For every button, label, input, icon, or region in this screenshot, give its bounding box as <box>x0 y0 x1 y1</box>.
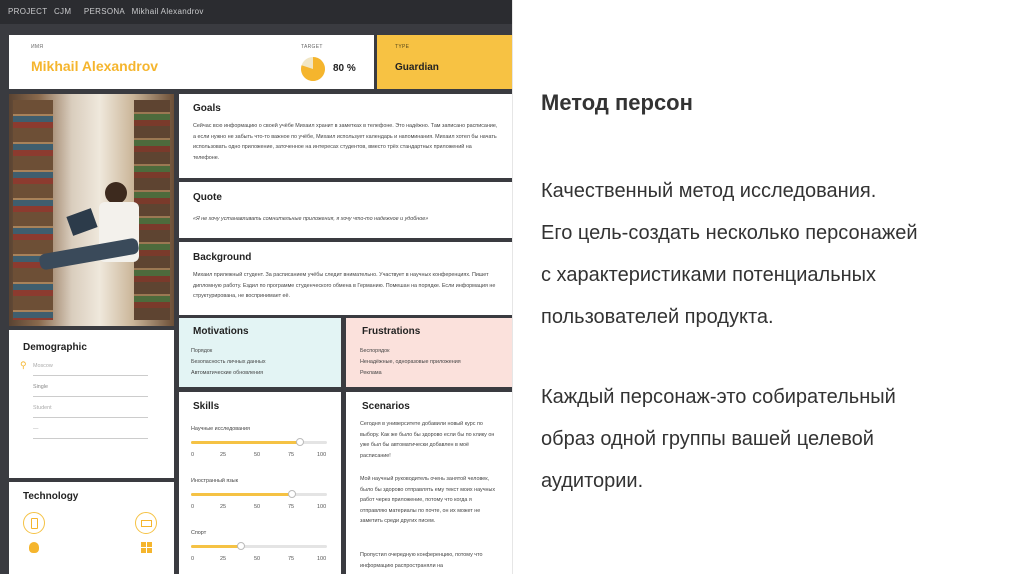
demographic-field: Moscow <box>33 363 53 369</box>
motivations-item: Порядок <box>191 348 213 354</box>
skill-tick-label: 100 <box>317 504 327 510</box>
motivations-title: Motivations <box>193 326 249 337</box>
header-card <box>9 35 374 89</box>
slide-title: Метод персон <box>541 90 693 115</box>
skill-tick-label: 50 <box>254 556 261 562</box>
slide-line: пользователей продукта. <box>541 306 774 328</box>
background-title: Background <box>193 252 252 263</box>
skill-tick-label: 100 <box>317 452 327 458</box>
frustrations-item: Беспорядок <box>360 348 390 354</box>
divider <box>33 417 148 418</box>
skill-tick-label: 75 <box>288 556 295 562</box>
type-value: Guardian <box>395 62 439 73</box>
skill-tick-label: 25 <box>220 504 227 510</box>
scenario-paragraph: Сегодня в университете добавили новый курс по выбору. Как же было бы здорово если бы по клику он уже был бы автоматически добавлен в моё расписание! <box>360 421 495 459</box>
skill-slider-knob[interactable] <box>288 490 296 498</box>
quote-text: «Я не хочу устанавливать сомнительные приложения, я хочу что-то надежное и удобное» <box>193 216 429 222</box>
persona-topbar <box>0 0 512 24</box>
quote-title: Quote <box>193 192 222 203</box>
slide-line: Каждый персонаж-это собирательный <box>541 386 896 408</box>
technology-card <box>9 482 174 574</box>
skill-label: Научные исследования <box>191 426 250 432</box>
scenarios-card <box>346 392 512 574</box>
skill-tick-label: 0 <box>191 556 195 562</box>
topbar-person: Mikhail Alexandrov <box>131 7 204 16</box>
motivations-item: Автоматические обновления <box>191 370 264 376</box>
background-card <box>179 242 512 315</box>
scenario-paragraph: Пропустил очередную конференцию, потому что информацию распространяли на <box>360 552 483 569</box>
skills-card <box>179 392 341 574</box>
scenario-paragraph: Мой научный руководитель очень занятой человек, было бы здорово отправлять ему текст моих научных работ через приложение, потому что когда я отправляю материалы по почте, он их может не заметить среди других писем. <box>360 476 496 524</box>
quote-card <box>179 182 512 238</box>
skill-slider-knob[interactable] <box>296 438 304 446</box>
skill-slider[interactable] <box>191 441 327 444</box>
slide-line: образ одной группы вашей целевой <box>541 428 874 450</box>
goals-title: Goals <box>193 103 221 114</box>
skill-label: Иностранный язык <box>191 478 238 484</box>
skills-title: Skills <box>193 401 220 412</box>
skill-tick-label: 25 <box>220 452 227 458</box>
windows-icon <box>141 542 152 553</box>
target-label: TARGET <box>301 44 323 50</box>
motivations-card <box>179 318 341 387</box>
frustrations-title: Frustrations <box>362 326 421 337</box>
skill-slider-fill <box>191 441 300 444</box>
skill-slider-fill <box>191 545 241 548</box>
slide-text-panel <box>512 0 1024 574</box>
skill-tick-label: 0 <box>191 452 195 458</box>
divider <box>33 438 148 439</box>
topbar-cjm: CJM <box>53 7 72 16</box>
skill-tick-label: 0 <box>191 504 195 510</box>
apple-icon <box>29 542 39 553</box>
target-value: 80 % <box>333 63 356 74</box>
skill-slider-fill <box>191 493 292 496</box>
background-text: Михаил прилежный студент. За расписанием учёбы следит внимательно. Участвует в научных конференциях. Пишет дипломную работу. Ездил по программе студенческого обмена в Германию. Помешан на порядке. Если информация не структурирована, не воспринимает её. <box>193 272 496 299</box>
technology-title: Technology <box>23 491 79 502</box>
goals-text: Сейчас всю информацию о своей учёбе Михаил хранит в заметках в телефоне. Это надёжно. Там записано расписание, а если нужно не забыть что-то важное по учёбе, Михаил использует календарь и напоминания. Михаил хотел бы начать использовать одно приложение, заточенное на интересах студентов, вместо трёх стандартных приложений на телефоне. <box>193 123 498 161</box>
demographic-card <box>9 330 174 478</box>
skill-tick-label: 100 <box>317 556 327 562</box>
skill-slider[interactable] <box>191 545 327 548</box>
skill-tick-label: 25 <box>220 556 227 562</box>
skill-tick-label: 75 <box>288 504 295 510</box>
target-pie-icon <box>299 55 327 83</box>
motivations-item: Безопасность личных данных <box>191 359 266 365</box>
topbar-persona: PERSONA <box>83 7 126 16</box>
frustrations-item: Ненадёжные, одноразовые приложения <box>360 359 461 365</box>
skill-tick-label: 75 <box>288 452 295 458</box>
demographic-title: Demographic <box>23 342 87 353</box>
laptop-icon <box>135 512 157 534</box>
skill-slider-knob[interactable] <box>237 542 245 550</box>
demographic-field: Single <box>33 384 48 390</box>
location-pin-icon: ⚲ <box>20 360 27 370</box>
skill-tick-label: 50 <box>254 452 261 458</box>
phone-icon <box>23 512 45 534</box>
demographic-field: Student <box>33 405 52 411</box>
topbar-project: PROJECT <box>8 7 48 16</box>
skill-slider[interactable] <box>191 493 327 496</box>
name-label: ИМЯ <box>31 44 44 50</box>
scenarios-title: Scenarios <box>362 401 410 412</box>
persona-photo <box>9 94 174 326</box>
slide-line: аудитории. <box>541 470 644 492</box>
slide-line: с характеристиками потенциальных <box>541 264 877 286</box>
divider <box>33 375 148 376</box>
frustrations-card <box>346 318 512 387</box>
type-label: TYPE <box>395 44 410 50</box>
goals-card <box>179 94 512 178</box>
demographic-field: — <box>33 426 39 432</box>
persona-name: Mikhail Alexandrov <box>31 58 159 74</box>
frustrations-item: Реклама <box>360 370 382 376</box>
slide-line: Его цель-создать несколько персонажей <box>541 222 918 244</box>
skill-label: Спорт <box>191 530 207 536</box>
divider <box>33 396 148 397</box>
type-card <box>377 35 512 89</box>
slide-line: Качественный метод исследования. <box>541 180 877 202</box>
skill-tick-label: 50 <box>254 504 261 510</box>
